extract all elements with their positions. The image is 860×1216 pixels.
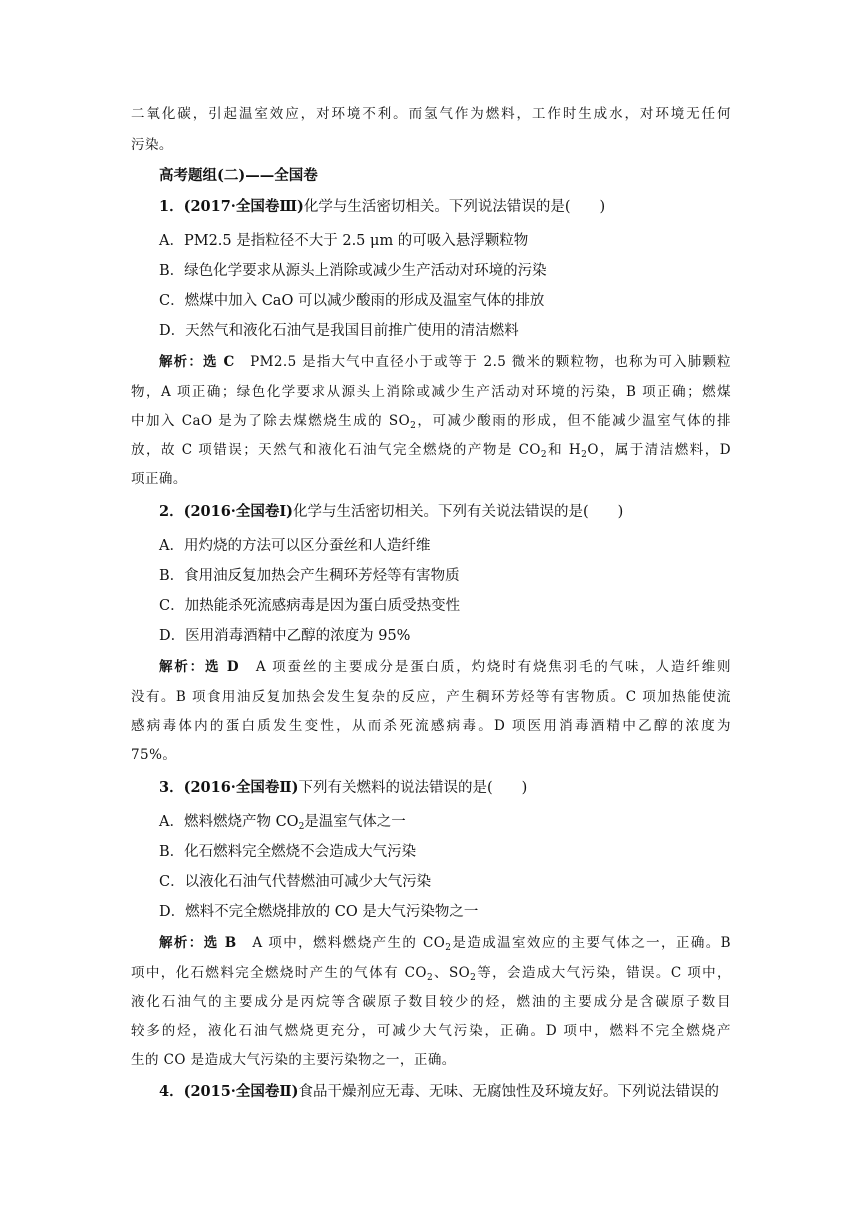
analysis-answer: 选 B [203,935,237,951]
q3-option-b: B．化石燃料完全燃烧不会造成大气污染 [159,844,417,860]
q1-analysis-line-4: 放，故 C 项错误；天然气和液化石油气完全燃烧的产物是 $CO_2$和 $H_2O$，属于清洁燃料，D [131,442,731,460]
analysis-answer: 选 D [205,659,240,675]
q3-option-a: A．燃料燃烧产物 $CO_2$是温室气体之一 [159,814,406,832]
question-text: 化学与生活密切相关。下列说法错误的是( ) [303,199,606,215]
analysis-label: 解析： [159,659,206,675]
q2-option-a: A．用灼烧的方法可以区分蚕丝和人造纤维 [159,538,431,554]
question-source: (2016·全国卷Ⅱ) [183,779,299,796]
q2-analysis-line-4: 75%。 [131,747,177,763]
q3-option-c: C．以液化石油气代替燃油可减少大气污染 [159,874,432,890]
question-number: 1． [159,198,184,215]
question-source: (2016·全国卷Ⅰ) [183,503,294,520]
analysis-label: 解析： [159,354,203,370]
analysis-answer: 选 C [202,354,235,370]
q2-analysis-line-3: 感病毒体内的蛋白质发生变性，从而杀死流感病毒。D 项医用消毒酒精中乙醇的浓度为 [131,718,731,734]
q3-analysis-line-5: 生的 CO 是造成大气污染的主要污染物之一，正确。 [131,1052,456,1068]
q1-option-a: A．PM2.5 是指粒径不大于 2.5 μm 的可吸入悬浮颗粒物 [159,233,529,249]
q3-analysis-line-3: 液化石油气的主要成分是丙烷等含碳原子数目较少的烃，燃油的主要成分是含碳原子数目 [131,994,731,1010]
q3-analysis-line-4: 较多的烃，液化石油气燃烧更充分，可减少大气污染，正确。D 项中，燃料不完全燃烧产 [131,1023,731,1039]
question-number: 4． [159,1083,184,1100]
analysis-label: 解析： [159,935,204,951]
q1-option-c: C．燃煤中加入 CaO 可以减少酸雨的形成及温室气体的排放 [159,293,545,309]
q1-analysis-line-3: 中加入 CaO 是为了除去煤燃烧生成的 $SO_2$，可减少酸雨的形成，但不能减少温室气体的排 [131,413,731,431]
q1-option-b: B．绿色化学要求从源头上消除或减少生产活动对环境的污染 [159,263,547,279]
question-source: (2015·全国卷Ⅱ) [183,1083,299,1100]
q2-option-b: B．食用油反复加热会产生稠环芳烃等有害物质 [159,568,460,584]
q1-analysis-line-5: 项正确。 [131,471,187,487]
question-1-stem [159,197,605,217]
intro-line-1: 二氧化碳，引起温室效应，对环境不利。而氢气作为燃料，工作时生成水，对环境无任何 [131,106,731,122]
question-text: 化学与生活密切相关。下列有关说法错误的是( ) [293,504,624,520]
q2-analysis-line-1: 解析：选 D A 项蚕丝的主要成分是蛋白质，灼烧时有烧焦羽毛的气味，人造纤维则 [159,659,731,675]
question-3-stem [159,778,527,798]
q3-analysis-line-1: 解析：选 B A 项中，燃料燃烧产生的 $CO_2$是造成温室效应的主要气体之一，正确。B [159,935,731,953]
q2-option-c: C．加热能杀死流感病毒是因为蛋白质受热变性 [159,598,461,614]
q1-analysis-line-1: 解析：选 C PM2.5 是指大气中直径小于或等于 2.5 微米的颗粒物，也称为可入肺颗粒 [159,354,731,370]
q3-option-d: D．燃料不完全燃烧排放的 CO 是大气污染物之一 [159,904,479,920]
q2-analysis-line-2: 没有。B 项食用油反复加热会发生复杂的反应，产生稠环芳烃等有害物质。C 项加热能使流 [131,689,731,705]
q3-analysis-line-2: 项中，化石燃料完全燃烧时产生的气体有 $CO_2$、$SO_2$等，会造成大气污染，错误。C 项中， [131,965,731,983]
question-4-stem [159,1082,719,1102]
q1-option-d: D．天然气和液化石油气是我国目前推广使用的清洁燃料 [159,323,519,339]
q1-analysis-line-2: 物，A 项正确；绿色化学要求从源头上消除或减少生产活动对环境的污染，B 项正确；燃煤 [131,384,731,400]
intro-line-2: 污染。 [131,137,173,153]
question-text: 下列有关燃料的说法错误的是( ) [298,780,528,796]
q2-option-d: D．医用消毒酒精中乙醇的浓度为 95% [159,628,411,644]
section-title: 高考题组(二)——全国卷 [159,167,318,184]
question-source: (2017·全国卷Ⅲ) [183,198,304,215]
question-number: 3． [159,779,184,796]
question-text: 食品干燥剂应无毒、无味、无腐蚀性及环境友好。下列说法错误的 [298,1084,719,1100]
question-number: 2． [159,503,184,520]
question-2-stem [159,502,623,522]
